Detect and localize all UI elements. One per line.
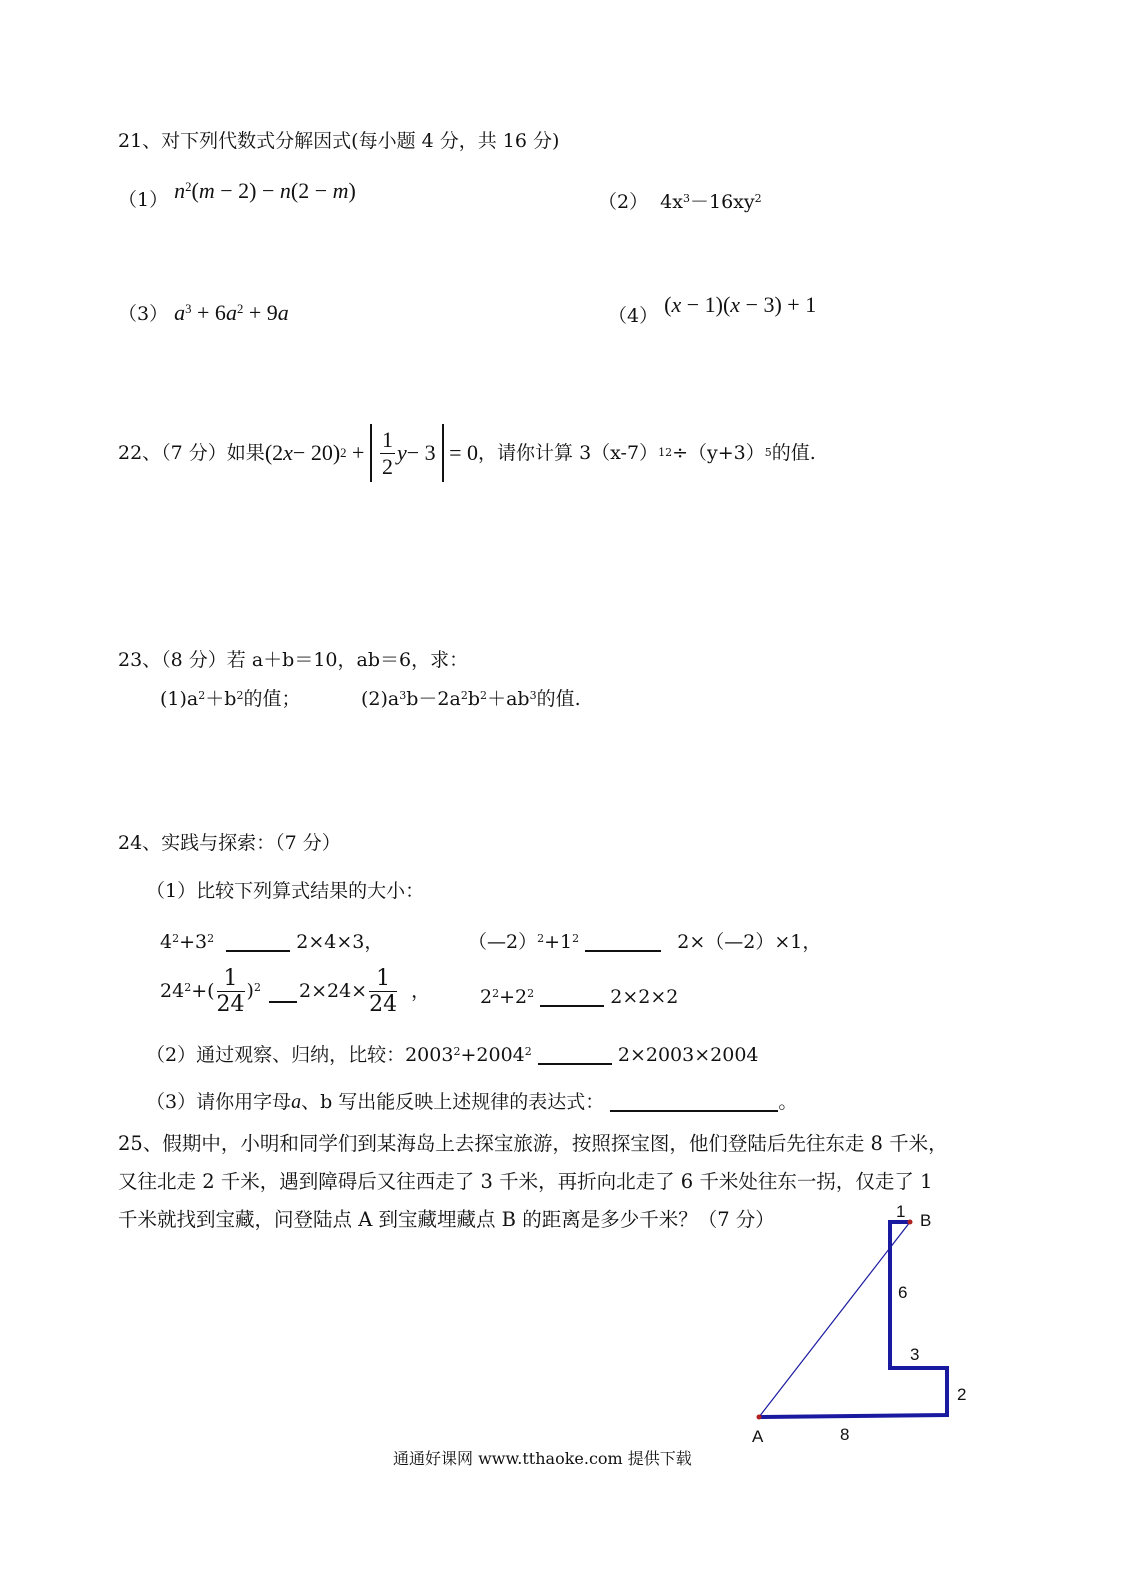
q21-part2-expr: $4x^3-16xy^2$ <box>654 191 762 213</box>
q24-heading: 24、实践与探索：（7 分） <box>118 832 341 854</box>
segment-label-6: 6 <box>898 1283 908 1302</box>
q21-part3 <box>118 302 289 324</box>
q25-line-3: 千米就找到宝藏，问登陆点 A 到宝藏埋藏点 B 的距离是多少千米？（7 分） <box>118 1208 775 1231</box>
q21-part1-expr: $n^2(m - 2) - n(2 - m)$ <box>174 178 356 203</box>
point-b-dot <box>908 1220 913 1225</box>
q24-blank-6[interactable] <box>610 1090 778 1112</box>
q24-row1-a <box>160 930 383 952</box>
segment-label-8: 8 <box>840 1425 850 1444</box>
q24-part3-lead: （3）请你用字母 <box>146 1091 292 1113</box>
segment-label-2: 2 <box>957 1385 967 1404</box>
q22-suffix2: ÷（y+3） <box>672 441 765 464</box>
q24-row2-b: $2^2+2^2$ 2×2×2 <box>480 986 679 1008</box>
q23-part2 <box>361 690 581 709</box>
q21-part1 <box>118 178 356 211</box>
q24-blank-5[interactable] <box>538 1043 612 1065</box>
q21-part4-expr: (x − 1)(x − 3) + 1 <box>664 292 817 317</box>
q24-part2: （2）通过观察、归纳，比较：$2003^2+2004^2$ 2×2003×2004 <box>146 1044 759 1066</box>
q23-part2-expr: $(2)a^3b-2a^2b^2+ab^3$ <box>361 688 537 710</box>
q21-part2-label: （2） <box>598 191 649 213</box>
q24-blank-2[interactable] <box>585 930 661 952</box>
q24-row1-b-right: 2×（—2）×1， <box>677 931 822 953</box>
q24-blank-3[interactable] <box>269 981 297 1003</box>
q24-blank-4[interactable] <box>540 985 604 1007</box>
q21-part3-expr: $a^3 + 6a^2 + 9a$ <box>174 300 289 325</box>
q23-part1-tail: 的值； <box>243 688 301 710</box>
q24-row1-b-left: （—2） <box>468 931 538 953</box>
q25-line-1: 25、假期中，小明和同学们到某海岛上去探宝旅游，按照探宝图，他们登陆后先往东走 8 千米， <box>118 1132 948 1155</box>
q23-part1 <box>160 690 300 709</box>
q23-part1-expr: $(1)a^2+b^2$ <box>160 688 244 710</box>
q24-part3-mid: 、b 写出能反映上述规律的表达式： <box>301 1091 605 1113</box>
q24-part2-right: 2×2003×2004 <box>617 1044 759 1066</box>
q24-row2-comma: ， <box>411 980 431 1003</box>
q24-blank-1[interactable] <box>226 930 290 952</box>
q21-part4-label: （4） <box>608 305 659 327</box>
q24-part3: （3）请你用字母a、b 写出能反映上述规律的表达式： 。 <box>146 1091 798 1113</box>
q21-heading: 21、对下列代数式分解因式(每小题 4 分，共 16 分) <box>118 130 560 152</box>
segment-label-3: 3 <box>910 1345 920 1364</box>
q21-part3-label: （3） <box>118 303 169 325</box>
walk-path <box>759 1222 947 1417</box>
q21-part4 <box>608 292 817 327</box>
q24-part3-end: 。 <box>778 1091 798 1113</box>
q22-condition: (2 x − 20) 2 + $\frac{1}{2}$ y − 3 = 0 <box>265 424 478 482</box>
segment-label-1: 1 <box>896 1202 906 1221</box>
label-b: B <box>920 1211 932 1230</box>
q23-heading: 23、（8 分）若 a＋b＝10，ab＝6，求： <box>118 649 469 671</box>
q22-suffix: ，请你计算 3（x-7） <box>478 441 659 464</box>
q24-part2-lead: （2）通过观察、归纳，比较： <box>146 1044 406 1066</box>
line-a-to-b <box>759 1222 910 1417</box>
q24-row1-b: $(—2)^2+1^2$ 2×（—2）×1， <box>468 931 822 953</box>
q21-part1-label: （1） <box>118 189 169 211</box>
q24-part1: （1）比较下列算式结果的大小： <box>146 880 425 902</box>
q24-row1-a-expr: $4^2+3^2$ <box>160 931 215 953</box>
treasure-path-diagram <box>740 1195 980 1450</box>
footer-source: 通通好课网 www.tthaoke.com 提供下载 <box>393 1449 692 1468</box>
q24-row1-a-right: 2×4×3， <box>296 931 384 953</box>
point-a-dot <box>757 1415 762 1420</box>
q21-part2 <box>598 193 762 212</box>
q24-row2-a: $24^2+$( $\frac{1}{24}$ )$^2$ 2×24× $\frac{1}{24}$ ， <box>160 966 431 1018</box>
label-a: A <box>752 1427 764 1446</box>
q22-suffix3: 的值. <box>771 441 816 464</box>
q22-prefix: 22、（7 分）如果 <box>118 441 265 464</box>
q24-row2-a-right: 2×24× <box>298 980 368 1003</box>
q24-row2-b-right: 2×2×2 <box>610 986 679 1008</box>
q23-part2-tail: 的值. <box>536 688 581 710</box>
q22-line: 22、（7 分）如果 (2 x − 20) 2 + $\frac{1}{2}$ y − 3 = 0 ，请你计算 3（x-7） 12 ÷（y+3） 5 的值. <box>118 424 816 482</box>
q25-line-2: 又往北走 2 千米，遇到障碍后又往西走了 3 千米，再折向北走了 6 千米处往东一拐，仅走了 1 <box>118 1170 933 1193</box>
